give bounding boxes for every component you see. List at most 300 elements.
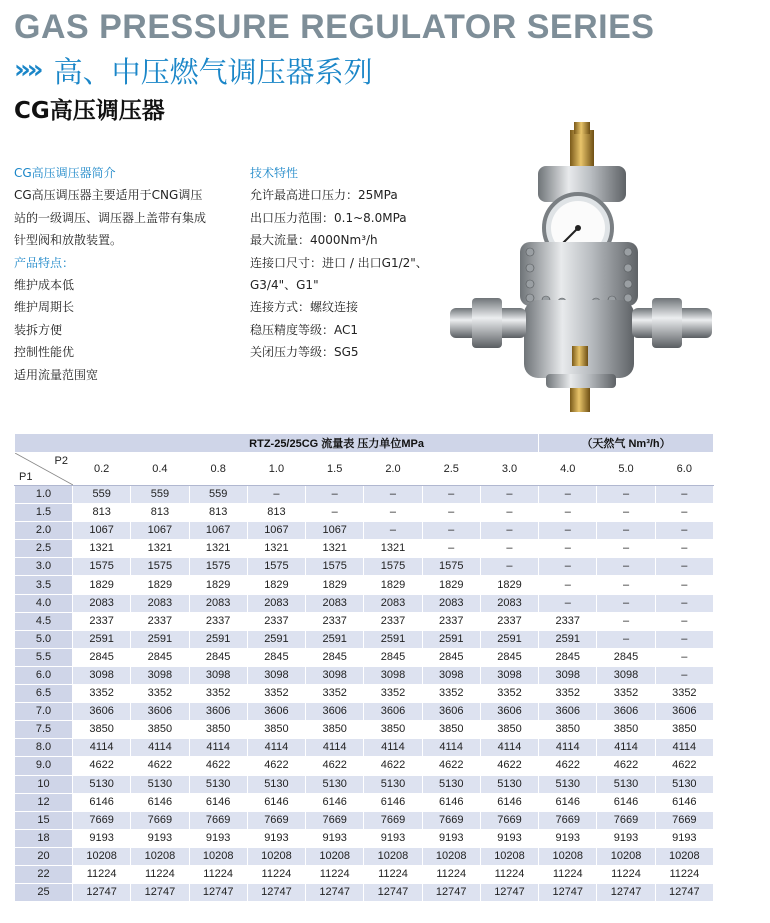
table-cell: 6146 <box>597 793 655 811</box>
table-cell: 2337 <box>131 612 189 630</box>
table-row <box>15 811 714 829</box>
table-cell: 3850 <box>189 721 247 739</box>
table-cell: 3850 <box>306 721 364 739</box>
corner-p1-label: P1 <box>19 471 33 483</box>
regulator-product-photo <box>428 122 720 422</box>
table-header-p2: 1.5 <box>306 453 364 486</box>
table-cell: 11224 <box>480 865 538 883</box>
table-cell: 3606 <box>364 703 422 721</box>
table-header-p2: 1.0 <box>247 453 305 486</box>
top-valve-icon <box>570 130 594 170</box>
table-cell: 3850 <box>131 721 189 739</box>
table-cell: 7669 <box>480 811 538 829</box>
table-cell: 9193 <box>306 829 364 847</box>
table-cell: 1067 <box>189 522 247 540</box>
table-cell: – <box>539 504 597 522</box>
table-cell: 3850 <box>597 721 655 739</box>
table-cell: 2083 <box>247 594 305 612</box>
table-cell: 12747 <box>131 884 189 902</box>
double-chevron-icon: »» <box>14 55 40 85</box>
corner-p2-label: P2 <box>54 455 68 467</box>
table-cell: 9193 <box>597 829 655 847</box>
table-p1-cell: 4.5 <box>15 612 73 630</box>
table-cell: – <box>597 612 655 630</box>
table-cell: 10208 <box>422 847 480 865</box>
table-cell: 2591 <box>480 630 538 648</box>
table-cell: 10208 <box>480 847 538 865</box>
table-cell: 3352 <box>597 685 655 703</box>
table-cell: 2083 <box>422 594 480 612</box>
table-cell: 2337 <box>73 612 131 630</box>
table-cell: 11224 <box>306 865 364 883</box>
table-cell: 3098 <box>189 666 247 684</box>
table-cell: 5130 <box>422 775 480 793</box>
table-cell: – <box>539 540 597 558</box>
table-cell: 3098 <box>480 666 538 684</box>
table-cell: 5130 <box>306 775 364 793</box>
table-header-p2: 5.0 <box>597 453 655 486</box>
intro-line: 针型阀和放散装置。 <box>14 233 123 248</box>
table-header-row <box>15 453 714 486</box>
table-cell: – <box>247 486 305 504</box>
table-row <box>15 884 714 902</box>
table-p1-cell: 3.0 <box>15 558 73 576</box>
table-cell: – <box>597 594 655 612</box>
features-heading: 产品特点： <box>14 255 75 270</box>
table-cell: 1575 <box>364 558 422 576</box>
table-cell: 4114 <box>189 739 247 757</box>
table-cell: 2337 <box>539 612 597 630</box>
table-cell: – <box>480 558 538 576</box>
intro-line: CG高压调压器主要适用于CNG调压 <box>14 188 203 203</box>
table-cell: 3850 <box>73 721 131 739</box>
table-cell: 1321 <box>364 540 422 558</box>
table-cell: – <box>597 540 655 558</box>
table-cell: 1067 <box>306 522 364 540</box>
table-cell: – <box>597 558 655 576</box>
table-row <box>15 721 714 739</box>
table-cell: – <box>655 504 713 522</box>
table-header-p2: 4.0 <box>539 453 597 486</box>
table-cell: 3850 <box>247 721 305 739</box>
table-cell: 559 <box>189 486 247 504</box>
table-cell: 5130 <box>364 775 422 793</box>
table-cell: 2337 <box>364 612 422 630</box>
table-p1-cell: 12 <box>15 793 73 811</box>
table-p1-cell: 3.5 <box>15 576 73 594</box>
table-cell: 2591 <box>539 630 597 648</box>
table-cell: 2337 <box>422 612 480 630</box>
table-row <box>15 576 714 594</box>
table-corner-cell <box>15 453 73 486</box>
table-row <box>15 522 714 540</box>
table-cell: 11224 <box>131 865 189 883</box>
table-cell: 4622 <box>189 757 247 775</box>
table-caption: RTZ-25/25CG 流量表 压力单位MPa <box>15 434 539 453</box>
table-cell: 4114 <box>131 739 189 757</box>
table-cell: 10208 <box>597 847 655 865</box>
model-title: CG高压调压器 <box>14 98 165 124</box>
table-cell: – <box>306 486 364 504</box>
table-cell: 4114 <box>597 739 655 757</box>
table-cell: 1829 <box>131 576 189 594</box>
table-cell: 2591 <box>247 630 305 648</box>
table-cell: 4114 <box>655 739 713 757</box>
table-p1-cell: 8.0 <box>15 739 73 757</box>
table-unit: （天然气 Nm³/h） <box>539 434 714 453</box>
table-cell: 3098 <box>422 666 480 684</box>
table-cell: 1321 <box>189 540 247 558</box>
table-row <box>15 666 714 684</box>
table-cell: 6146 <box>189 793 247 811</box>
table-cell: 1067 <box>247 522 305 540</box>
table-row <box>15 630 714 648</box>
table-cell: 2591 <box>306 630 364 648</box>
table-cell: 4622 <box>73 757 131 775</box>
table-cell: 3352 <box>247 685 305 703</box>
table-cell: 10208 <box>131 847 189 865</box>
table-cell: 12747 <box>364 884 422 902</box>
table-cell: 6146 <box>247 793 305 811</box>
table-cell: 7669 <box>131 811 189 829</box>
table-cell: – <box>364 522 422 540</box>
table-cell: 6146 <box>655 793 713 811</box>
table-row <box>15 775 714 793</box>
table-cell: – <box>539 486 597 504</box>
table-cell: 11224 <box>422 865 480 883</box>
series-title-cn: 高、中压燃气调压器系列 <box>53 54 373 89</box>
table-cell: 12747 <box>247 884 305 902</box>
feature-item: 维护周期长 <box>14 300 75 315</box>
table-p1-cell: 10 <box>15 775 73 793</box>
table-cell: 2845 <box>539 648 597 666</box>
table-cell: – <box>597 576 655 594</box>
table-cell: 4114 <box>247 739 305 757</box>
table-cell: 3098 <box>306 666 364 684</box>
table-cell: 6146 <box>306 793 364 811</box>
table-cell: 1829 <box>247 576 305 594</box>
table-cell: – <box>480 504 538 522</box>
series-title-en: GAS PRESSURE REGULATOR SERIES <box>14 8 655 46</box>
table-cell: 4622 <box>655 757 713 775</box>
table-cell: 3606 <box>131 703 189 721</box>
spec-line: G3/4"、G1" <box>250 278 319 293</box>
table-cell: 813 <box>247 504 305 522</box>
table-row <box>15 757 714 775</box>
table-cell: 2591 <box>364 630 422 648</box>
table-cell: 1575 <box>247 558 305 576</box>
feature-item: 装拆方便 <box>14 322 63 337</box>
table-cell: 12747 <box>655 884 713 902</box>
table-cell: 5130 <box>247 775 305 793</box>
table-cell: – <box>597 630 655 648</box>
spec-line: 连接口尺寸：进口 / 出口G1/2"、 <box>250 255 428 270</box>
intro-heading: CG高压调压器简介 <box>14 166 116 180</box>
table-cell: 3352 <box>539 685 597 703</box>
table-cell: 9193 <box>539 829 597 847</box>
spec-line: 最大流量：4000Nm³/h <box>250 233 378 248</box>
table-cell: 2083 <box>306 594 364 612</box>
table-cell: 2845 <box>422 648 480 666</box>
table-cell: 1829 <box>480 576 538 594</box>
table-p1-cell: 25 <box>15 884 73 902</box>
table-cell: 3606 <box>247 703 305 721</box>
table-cell: 9193 <box>73 829 131 847</box>
table-row <box>15 558 714 576</box>
table-cell: 3352 <box>655 685 713 703</box>
table-cell: 4622 <box>131 757 189 775</box>
table-cell: 1575 <box>422 558 480 576</box>
spec-line: 出口压力范围：0.1~8.0MPa <box>250 210 407 225</box>
table-cell: 5130 <box>597 775 655 793</box>
table-header-p2: 0.8 <box>189 453 247 486</box>
table-cell: 3352 <box>306 685 364 703</box>
table-cell: 4622 <box>364 757 422 775</box>
table-cell: 3606 <box>73 703 131 721</box>
table-cell: – <box>422 540 480 558</box>
table-cell: – <box>422 522 480 540</box>
table-cell: – <box>422 486 480 504</box>
table-p1-cell: 5.5 <box>15 648 73 666</box>
table-cell: 6146 <box>539 793 597 811</box>
table-p1-cell: 15 <box>15 811 73 829</box>
feature-item: 适用流量范围宽 <box>14 367 99 382</box>
bottom-valve-icon <box>570 384 590 412</box>
table-cell: 2591 <box>422 630 480 648</box>
table-cell: 9193 <box>655 829 713 847</box>
table-cell: – <box>364 486 422 504</box>
table-cell: 4622 <box>422 757 480 775</box>
table-cell: 1575 <box>73 558 131 576</box>
table-cell: 3606 <box>189 703 247 721</box>
table-cell: 10208 <box>247 847 305 865</box>
table-cell: 7669 <box>597 811 655 829</box>
table-cell: 5130 <box>480 775 538 793</box>
table-cell: 4114 <box>306 739 364 757</box>
table-row <box>15 829 714 847</box>
intro-line: 站的一级调压、调压器上盖带有集成 <box>14 210 207 225</box>
table-row <box>15 612 714 630</box>
table-cell: 9193 <box>247 829 305 847</box>
table-cell: 2845 <box>364 648 422 666</box>
table-cell: 2845 <box>131 648 189 666</box>
table-cell: 4114 <box>480 739 538 757</box>
table-cell: – <box>655 576 713 594</box>
table-cell: 11224 <box>247 865 305 883</box>
table-cell: 11224 <box>364 865 422 883</box>
table-cell: – <box>597 486 655 504</box>
table-cell: 1829 <box>73 576 131 594</box>
table-cell: 2591 <box>131 630 189 648</box>
table-cell: 6146 <box>480 793 538 811</box>
table-cell: 11224 <box>189 865 247 883</box>
table-cell: 5130 <box>655 775 713 793</box>
table-cell: 12747 <box>539 884 597 902</box>
table-cell: 4114 <box>422 739 480 757</box>
table-cell: 2083 <box>364 594 422 612</box>
table-cell: 3606 <box>480 703 538 721</box>
table-cell: 10208 <box>364 847 422 865</box>
table-p1-cell: 4.0 <box>15 594 73 612</box>
table-cell: 2337 <box>247 612 305 630</box>
table-cell: 5130 <box>131 775 189 793</box>
table-p1-cell: 7.5 <box>15 721 73 739</box>
table-cell: 2845 <box>189 648 247 666</box>
table-cell: 813 <box>73 504 131 522</box>
table-cell: 4622 <box>597 757 655 775</box>
table-p1-cell: 22 <box>15 865 73 883</box>
table-cell: 3352 <box>422 685 480 703</box>
table-cell: 3850 <box>655 721 713 739</box>
table-header-p2: 2.5 <box>422 453 480 486</box>
table-caption-row <box>15 434 714 453</box>
table-cell: 5130 <box>73 775 131 793</box>
table-cell: 6146 <box>73 793 131 811</box>
table-cell: 3098 <box>131 666 189 684</box>
table-cell: 2845 <box>73 648 131 666</box>
table-header-p2: 0.4 <box>131 453 189 486</box>
table-p1-cell: 2.5 <box>15 540 73 558</box>
spec-line: 允许最高进口压力：25MPa <box>250 188 398 203</box>
table-cell: – <box>306 504 364 522</box>
table-cell: 3098 <box>364 666 422 684</box>
table-cell: 11224 <box>73 865 131 883</box>
table-row <box>15 685 714 703</box>
table-p1-cell: 20 <box>15 847 73 865</box>
table-cell: 1829 <box>364 576 422 594</box>
table-row <box>15 739 714 757</box>
table-cell: – <box>655 540 713 558</box>
table-cell: 3606 <box>539 703 597 721</box>
specs-heading: 技术特性 <box>250 166 299 180</box>
table-cell: – <box>655 594 713 612</box>
table-cell: 3352 <box>73 685 131 703</box>
table-cell: – <box>480 540 538 558</box>
table-cell: 3352 <box>189 685 247 703</box>
table-cell: 3352 <box>131 685 189 703</box>
table-cell: 7669 <box>189 811 247 829</box>
table-cell: 4622 <box>247 757 305 775</box>
table-cell: 1321 <box>306 540 364 558</box>
table-cell: – <box>364 504 422 522</box>
table-p1-cell: 6.0 <box>15 666 73 684</box>
table-row <box>15 793 714 811</box>
table-p1-cell: 1.5 <box>15 504 73 522</box>
table-header-p2: 2.0 <box>364 453 422 486</box>
table-row <box>15 540 714 558</box>
table-cell: – <box>422 504 480 522</box>
table-cell: 2083 <box>480 594 538 612</box>
table-p1-cell: 6.5 <box>15 685 73 703</box>
table-cell: 2845 <box>597 648 655 666</box>
flow-table <box>14 433 714 902</box>
table-cell: 7669 <box>539 811 597 829</box>
table-cell: 4622 <box>480 757 538 775</box>
table-cell: 2083 <box>189 594 247 612</box>
spec-line: 连接方式：螺纹连接 <box>250 300 359 315</box>
table-cell: – <box>539 576 597 594</box>
table-p1-cell: 7.0 <box>15 703 73 721</box>
table-p1-cell: 18 <box>15 829 73 847</box>
table-cell: 1321 <box>131 540 189 558</box>
table-cell: 10208 <box>539 847 597 865</box>
series-title-row <box>14 52 373 88</box>
table-cell: 3606 <box>597 703 655 721</box>
intro-section <box>14 162 234 386</box>
table-row <box>15 703 714 721</box>
table-cell: 12747 <box>480 884 538 902</box>
table-row <box>15 504 714 522</box>
table-cell: 1829 <box>306 576 364 594</box>
table-cell: 9193 <box>480 829 538 847</box>
feature-item: 维护成本低 <box>14 278 75 293</box>
table-cell: 2337 <box>306 612 364 630</box>
table-cell: 1575 <box>189 558 247 576</box>
table-cell: – <box>655 558 713 576</box>
table-cell: 7669 <box>364 811 422 829</box>
table-header-p2: 0.2 <box>73 453 131 486</box>
table-cell: 10208 <box>73 847 131 865</box>
table-cell: 7669 <box>655 811 713 829</box>
table-cell: – <box>480 486 538 504</box>
table-cell: 9193 <box>131 829 189 847</box>
table-cell: – <box>597 504 655 522</box>
table-cell: 1067 <box>73 522 131 540</box>
table-cell: 5130 <box>189 775 247 793</box>
table-cell: 3098 <box>73 666 131 684</box>
table-cell: 7669 <box>247 811 305 829</box>
table-cell: 3606 <box>422 703 480 721</box>
table-cell: – <box>655 648 713 666</box>
table-p1-cell: 9.0 <box>15 757 73 775</box>
table-cell: 4622 <box>539 757 597 775</box>
table-cell: 12747 <box>306 884 364 902</box>
table-cell: 3352 <box>480 685 538 703</box>
table-cell: 1575 <box>306 558 364 576</box>
table-cell: – <box>655 612 713 630</box>
spec-line: 关闭压力等级：SG5 <box>250 345 359 360</box>
table-cell: 4114 <box>73 739 131 757</box>
table-cell: 1829 <box>189 576 247 594</box>
table-cell: 4114 <box>539 739 597 757</box>
table-cell: 6146 <box>422 793 480 811</box>
table-cell: 2083 <box>131 594 189 612</box>
table-cell: 813 <box>189 504 247 522</box>
table-cell: 2845 <box>247 648 305 666</box>
table-cell: 10208 <box>306 847 364 865</box>
table-p1-cell: 2.0 <box>15 522 73 540</box>
table-cell: 11224 <box>655 865 713 883</box>
table-cell: – <box>539 522 597 540</box>
table-row <box>15 648 714 666</box>
table-cell: – <box>655 522 713 540</box>
table-cell: 1321 <box>73 540 131 558</box>
table-cell: 2337 <box>480 612 538 630</box>
table-cell: 3098 <box>247 666 305 684</box>
table-cell: 1829 <box>422 576 480 594</box>
table-cell: 12747 <box>422 884 480 902</box>
table-cell: 9193 <box>364 829 422 847</box>
table-cell: 1321 <box>247 540 305 558</box>
table-cell: 6146 <box>131 793 189 811</box>
table-cell: 3352 <box>364 685 422 703</box>
feature-item: 控制性能优 <box>14 345 75 360</box>
table-header-p2: 3.0 <box>480 453 538 486</box>
table-cell: 12747 <box>189 884 247 902</box>
table-cell: 4114 <box>364 739 422 757</box>
table-cell: 559 <box>73 486 131 504</box>
table-cell: – <box>655 666 713 684</box>
